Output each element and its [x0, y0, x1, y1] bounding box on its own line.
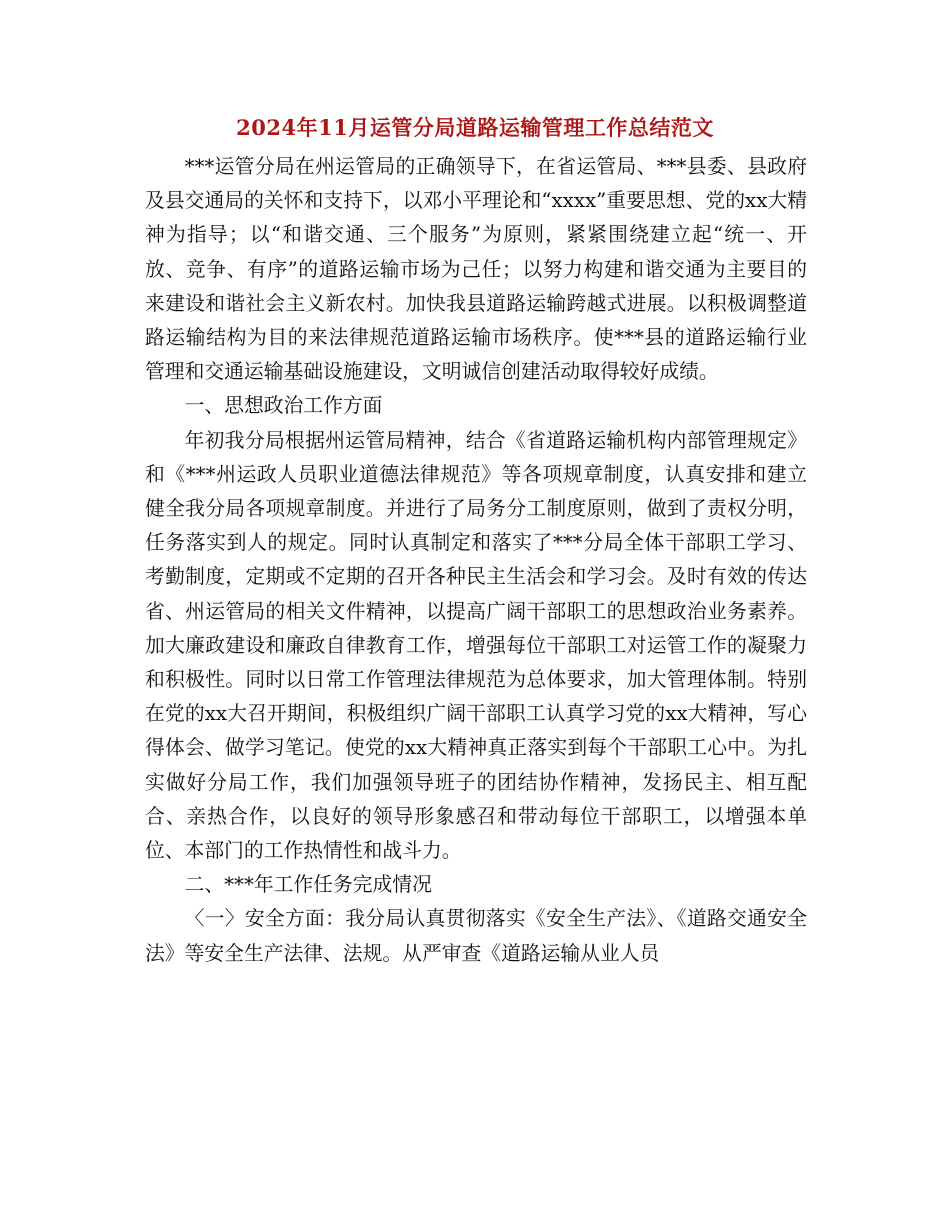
paragraph-political-work: 年初我分局根据州运管局精神，结合《省道路运输机构内部管理规定》和《***州运政人员职业道德法律规范》等各项规章制度，认真安排和建立健全我分局各项规章制度。并进行了局务分工制度原则，做到了责权分明，任务落实到人的规定。同时认真制定和落实了***分局全体干部职工学习、考勤制度，定期或不定期的召开各种民主生活会和学习会。及时有效的传达省、州运管局的相关文件精神，以提高广阔干部职工的思想政治业务素养。加大廉政建设和廉政自律教育工作，增强每位干部职工对运管工作的凝聚力和积极性。同时以日常工作管理法律规范为总体要求，加大管理体制。特别在党的xx大召开期间，积极组织广阔干部职工认真学习党的xx大精神，写心得体会、做学习笔记。使党的xx大精神真正落实到每个干部职工心中。为扎实做好分局工作，我们加强领导班子的团结协作精神，发扬民主、相互配合、亲热合作，以良好的领导形象感召和带动每位干部职工，以增强本单位、本部门的工作热情性和战斗力。 [145, 428, 807, 863]
paragraph-intro: ***运管分局在州运管局的正确领导下，在省运管局、***县委、县政府及县交通局的关怀和支持下，以邓小平理论和“xxxx”重要思想、党的xx大精神为指导；以“和谐交通、三个服务”为原则，紧紧围绕建立起“统一、开放、竞争、有序”的道路运输市场为己任；以努力构建和谐交通为主要目的来建设和谐社会主义新农村。加快我县道路运输跨越式进展。以积极调整道路运输结构为目的来法律规范道路运输市场秩序。使***县的道路运输行业管理和交通运输基础设施建设，文明诚信创建活动取得较好成绩。 [145, 155, 807, 384]
section-heading-1: 一、思想政治工作方面 [184, 394, 383, 418]
section-heading-2: 二、***年工作任务完成情况 [184, 873, 432, 897]
paragraph-safety: 〈一〉安全方面：我分局认真贯彻落实《安全生产法》、《道路交通安全法》等安全生产法律、法规。从严审查《道路运输从业人员 [145, 907, 807, 965]
document-body [145, 150, 807, 971]
document-title: 2024年11月运管分局道路运输管理工作总结范文 [236, 115, 714, 140]
